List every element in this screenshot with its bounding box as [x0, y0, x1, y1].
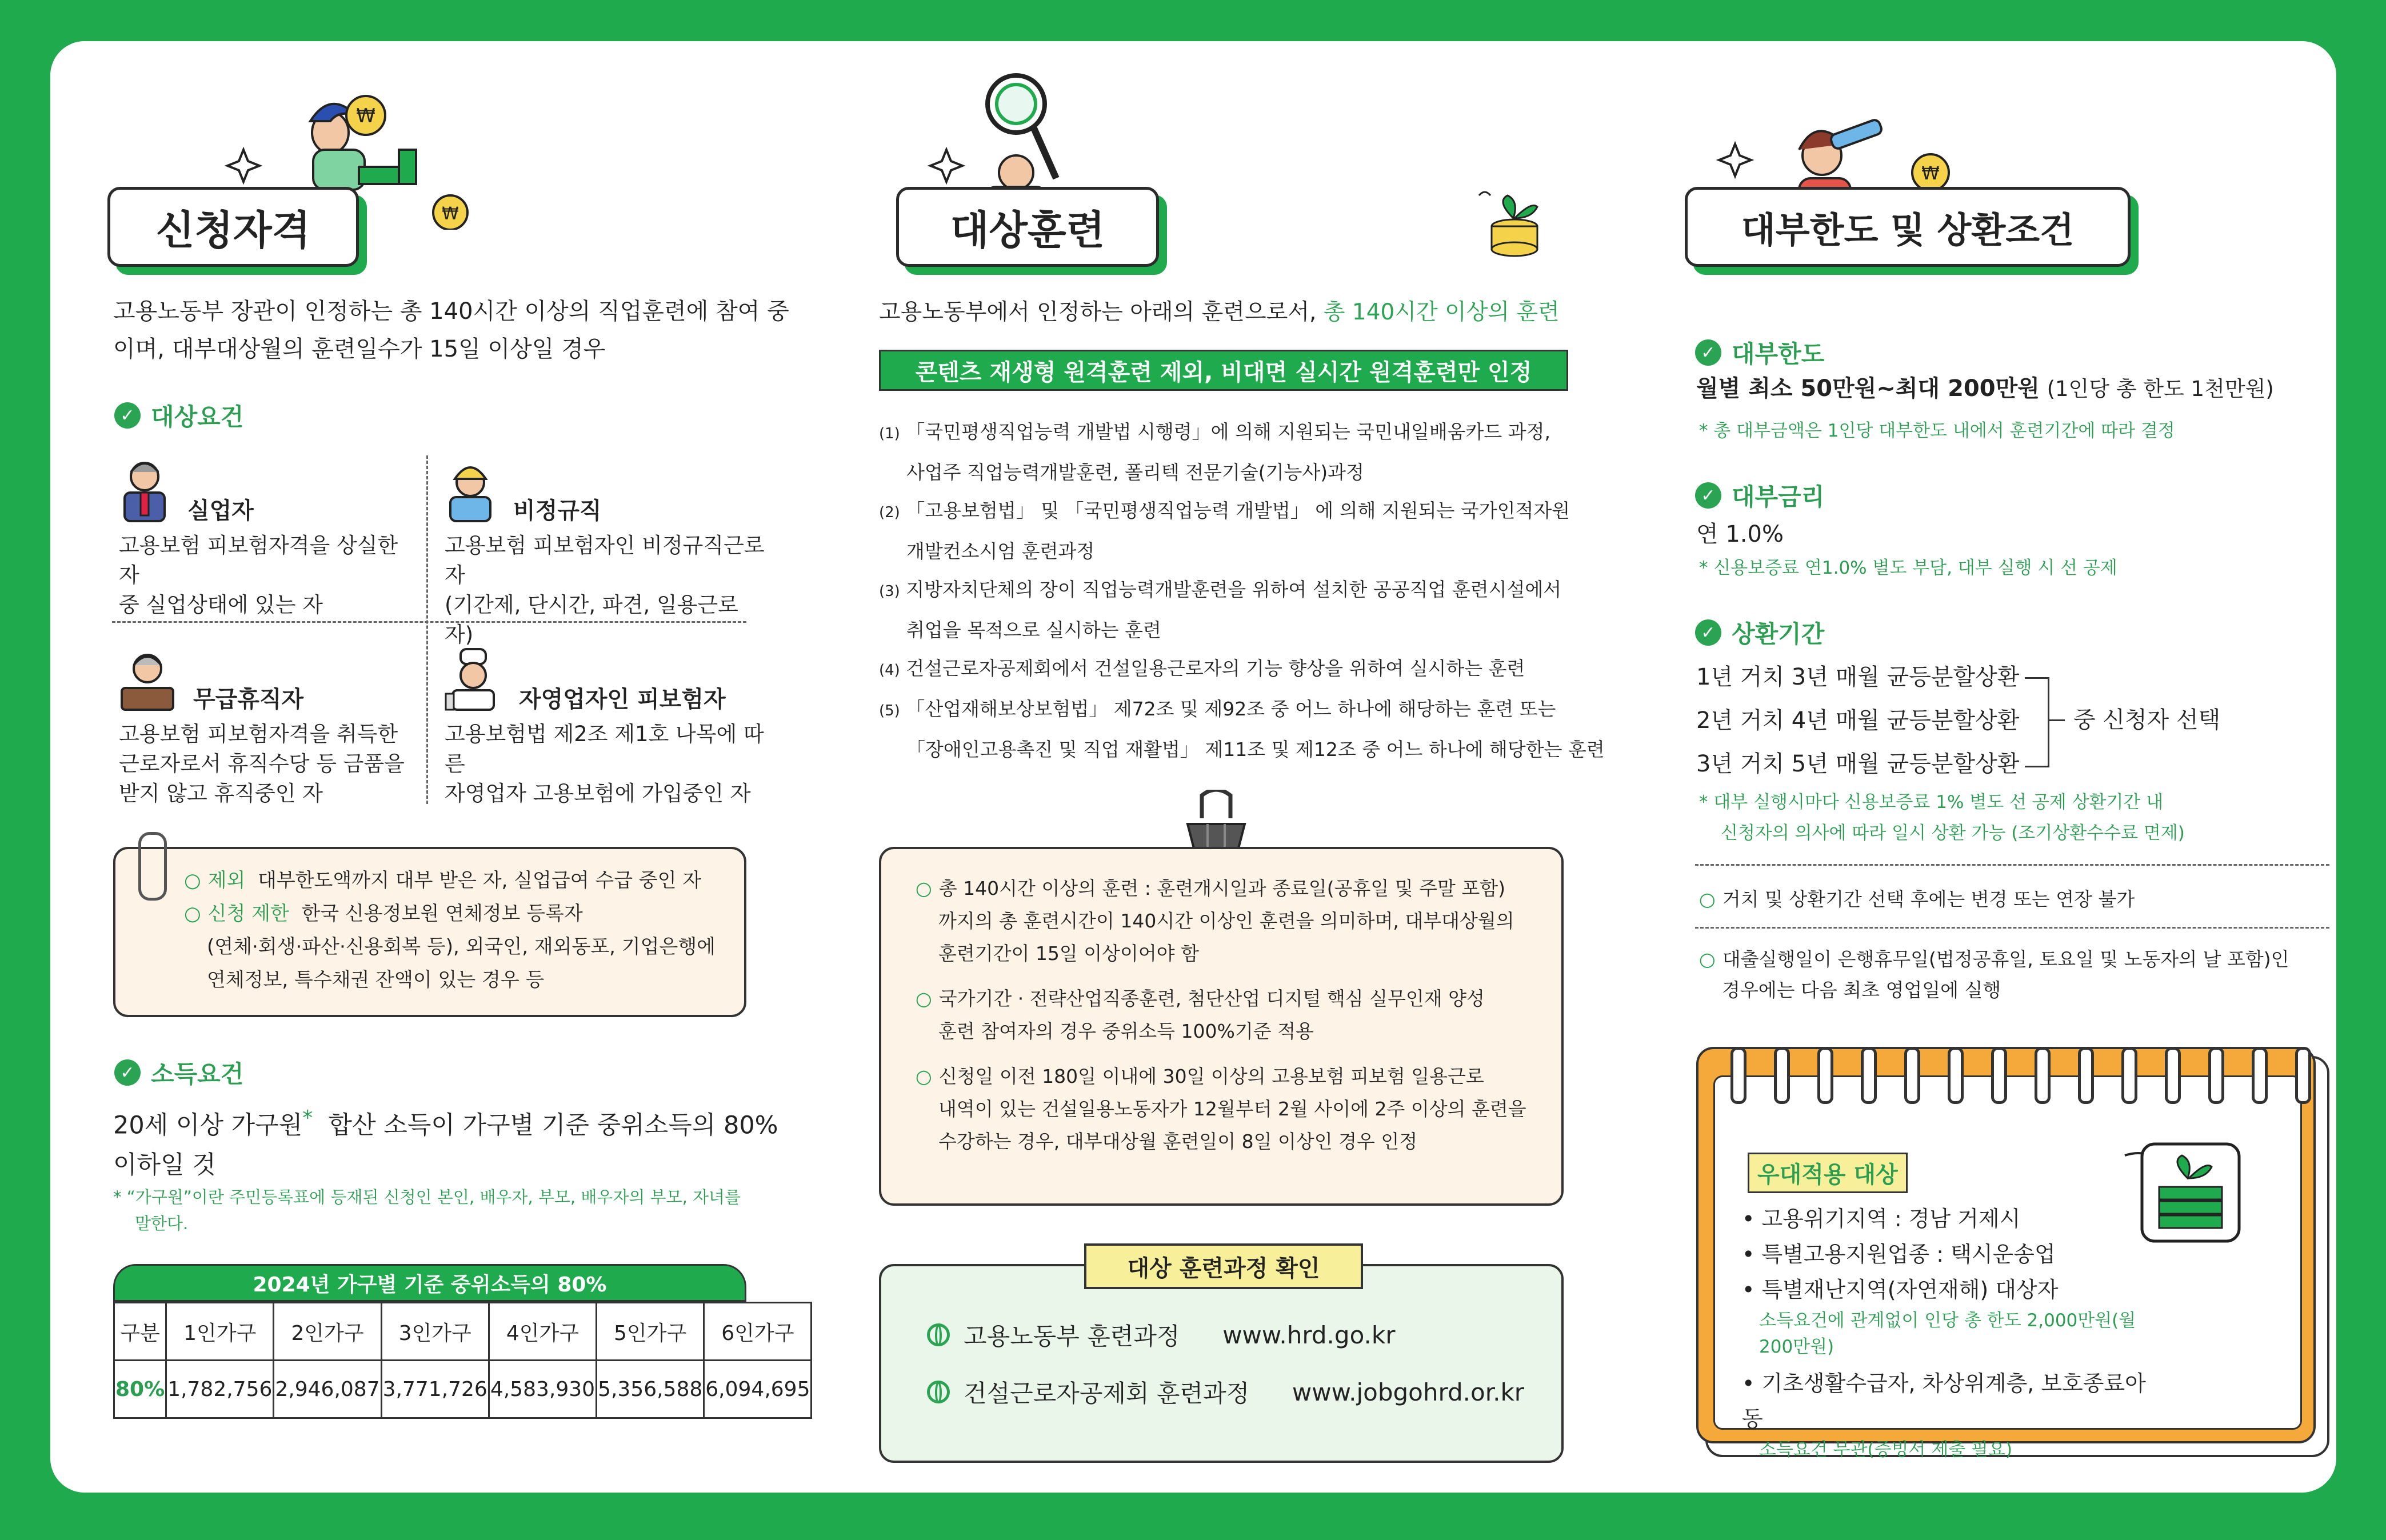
- ring-icon: [1948, 1047, 1964, 1104]
- list-item: • 특별재난지역(자연재해) 대상자: [1742, 1277, 2059, 1302]
- svg-text:₩: ₩: [356, 105, 375, 127]
- repayment-info-1: ○ 거치 및 상환기간 선택 후에는 변경 또는 연장 불가: [1699, 888, 2135, 910]
- section-title-eligibility: 신청자격: [107, 187, 359, 267]
- training-list: (1) 「국민평생직업능력 개발법 시행령」에 의해 지원되는 국민내일배움카드 과정, 사업주 직업능력개발훈련, 폴리텍 전문기술(기능사)과정 (2) 「고용보험법」 및 「국민평생직업능력 개발법」 에 의해 지원되는 국가인적자원 개발컨소시엄 훈련과정 (3) 지방자치단체의 장이 직업능력개발훈련을 위하여 설치한 공공직업 훈련시설에서 취업을 목적으로 실시하는 훈련 (4) 건설근로자공제회에서 건설일용근로자의 기능 향상을 위하여 실시하는 훈련 (5) 「산업재해보상보험법」 제72조 및 제92조 중 어느 하나에 해당하는 훈련 또는 「장애인고용촉진 및 직업 재활법」 제11조 및 제12조 중 어느 하나에 해당한는 훈련: [879, 413, 1622, 769]
- eligibility-intro: 고용노동부 장관이 인정하는 총 140시간 이상의 직업훈련에 참여 중 이며, 대부대상월의 훈련일수가 15일 이상일 경우: [113, 298, 789, 362]
- list-item: ○ 신청일 이전 180일 이내에 30일 이상의 고용보험 피보험 일용근로: [916, 1065, 1484, 1087]
- group-nonregular: 비정규직 고용보험 피보험자인 비정규직근로자 (기간제, 단시간, 파견, 일용근로자): [445, 458, 765, 650]
- ring-icon: [2121, 1047, 2137, 1104]
- list-item: ○ 국가기간 · 전략산업직종훈련, 첨단산업 디지털 핵심 실무인재 양성: [916, 987, 1485, 1010]
- income-requirements-heading: ✓ 소득요건: [114, 1055, 243, 1090]
- group-unpaid-leave: 무급휴직자 고용보험 피보험자격을 취득한 근로자로서 휴직수당 등 금품을 받지 않고 휴직중인 자: [119, 647, 416, 809]
- group-unemployed: 실업자 고용보험 피보험자격을 상실한 자 중 실업상태에 있는 자: [119, 458, 416, 620]
- list-item: (5) 「산업재해보상보험법」 제72조 및 제92조 중 어느 하나에 해당하는 훈련 또는: [879, 698, 1556, 720]
- unemployed-person-icon: [119, 459, 170, 525]
- loan-rate-note: * 신용보증료 연1.0% 별도 부담, 대부 실행 시 선 공제: [1699, 558, 2117, 578]
- repayment-info-2: ○ 대출실행일이 은행휴무일(법정공휴일, 토요일 및 노동자의 날 포함)인 경우에는 다음 최초 영업일에 실행: [1699, 948, 2289, 1001]
- chef-icon: [445, 648, 502, 713]
- ring-icon: [2078, 1047, 2094, 1104]
- check-icon: ✓: [1695, 339, 1721, 366]
- list-item: 2년 거치 4년 매월 균등분할상환: [1696, 707, 2020, 734]
- ring-icon: [1904, 1047, 1920, 1104]
- paperclip-icon: [138, 832, 167, 901]
- ring-icon: [2035, 1047, 2051, 1104]
- exclusion-box: ○ 제외 대부한도액까지 대부 받은 자, 실업급여 수급 중인 자 ○ 신청 제한 한국 신용정보원 연체정보 등록자 (연체·회생·파산·신용회복 등), 외국인, 재외동포, 기업은행에 연체정보, 특수채권 잔액이 있는 경우 등: [113, 847, 746, 1017]
- globe-icon: [927, 1381, 950, 1403]
- list-item: 1년 거치 3년 매월 균등분할상환: [1696, 664, 2020, 690]
- list-item: ○ 총 140시간 이상의 훈련 : 훈련개시일과 종료일(공휴일 및 주말 포함): [916, 877, 1506, 899]
- list-item: (3) 지방자치단체의 장이 직업능력개발훈련을 위하여 설치한 공공직업 훈련시설에서: [879, 578, 1562, 601]
- globe-icon: [927, 1323, 950, 1346]
- list-item: • 특별고용지원업종 : 택시운송업: [1742, 1242, 2056, 1267]
- ring-icon: [1817, 1047, 1833, 1104]
- ring-icon: [2208, 1047, 2224, 1104]
- check-course-label: 대상 훈련과정 확인: [1084, 1243, 1363, 1289]
- group-self-employed: 자영업자인 피보험자 고용보험법 제2조 제1호 나목에 따른 자영업자 고용보험에 가입중인 자: [445, 647, 765, 809]
- divider: [1695, 864, 2329, 866]
- loan-limit-note: * 총 대부금액은 1인당 대부한도 내에서 훈련기간에 따라 결정: [1699, 421, 2175, 441]
- check-icon: ✓: [1695, 482, 1721, 509]
- table-row: 80% 1,782,756 2,946,087 3,771,726 4,583,930 5,356,588 6,094,695: [114, 1361, 812, 1418]
- list-item: • 기초생활수급자, 차상위계층, 보호종료아동: [1742, 1371, 2146, 1431]
- ring-icon: [2295, 1047, 2311, 1104]
- ring-icon: [1861, 1047, 1877, 1104]
- link-jobgohrd[interactable]: 건설근로자공제회 훈련과정 www.jobgohrd.or.kr: [927, 1375, 1524, 1409]
- list-item: 3년 거치 5년 매월 균등분할상환: [1696, 751, 2020, 777]
- ring-icon: [1774, 1047, 1790, 1104]
- training-notes-box: ○ 총 140시간 이상의 훈련 : 훈련개시일과 종료일(공휴일 및 주말 포함) 까지의 총 훈련시간이 140시간 이상인 훈련을 의미하며, 대부대상월의 훈련기간이 15일 이상이어야 함 ○ 국가기간 · 전략산업직종훈련, 첨단산업 디지털 핵심 실무인재 양성 훈련 참여자의 경우 중위소득 100%기준 적용 ○ 신청일 이전 180일 이내에 30일 이상의 고용보험 피보험 일용근로 내역이 있는 건설일용노동자가 12월부터 2월 사이에 2주 이상의 훈련을 수강하는 경우, 대부대상월 훈련일이 8일 이상인 경우 인정: [879, 847, 1564, 1206]
- table-title: 2024년 가구별 기준 중위소득의 80%: [113, 1264, 746, 1302]
- link-hrd[interactable]: 고용노동부 훈련과정 www.hrd.go.kr: [927, 1318, 1524, 1352]
- table-header-row: 구분 1인가구 2인가구 3인가구 4인가구 5인가구 6인가구: [114, 1303, 812, 1361]
- ring-icon: [2165, 1047, 2181, 1104]
- list-item: (1) 「국민평생직업능력 개발법 시행령」에 의해 지원되는 국민내일배움카드 과정,: [879, 421, 1550, 443]
- repayment-choice: 중 신청자 선택: [2073, 707, 2221, 733]
- ring-icon: [2252, 1047, 2268, 1104]
- ring-icon: [1730, 1047, 1746, 1104]
- ring-icon: [1991, 1047, 2007, 1104]
- training-links-box: [879, 1255, 1564, 1463]
- loan-limit-heading: ✓ 대부한도: [1695, 335, 1824, 370]
- list-item: • 고용위기지역 : 경남 거제시: [1742, 1206, 2021, 1231]
- median-income-table: [113, 1264, 812, 1419]
- section-title-loan-limit-repayment: 대부한도 및 상환조건: [1685, 187, 2131, 267]
- training-banner: 콘텐츠 재생형 원격훈련 제외, 비대면 실시간 원격훈련만 인정: [879, 350, 1568, 391]
- divider: [426, 455, 428, 804]
- loan-rate-heading: ✓ 대부금리: [1695, 478, 1824, 513]
- check-icon: ✓: [1695, 619, 1721, 646]
- notebook-rings: [1730, 1047, 2311, 1104]
- loan-rate-text: 연 1.0%: [1696, 521, 1784, 547]
- svg-text:₩: ₩: [442, 204, 459, 224]
- repayment-bracket: [2025, 677, 2049, 767]
- brochure-sheet: [50, 41, 2336, 1493]
- repayment-period-heading: ✓ 상환기간: [1695, 615, 1824, 650]
- training-intro: 고용노동부에서 인정하는 아래의 훈련으로서, 총 140시간 이상의 훈련: [879, 299, 1560, 325]
- repayment-note: * 대부 실행시마다 신용보증료 1% 별도 선 공제 상환기간 내 신청자의 의사에 따라 일시 상환 가능 (조기상환수수료 면제): [1699, 792, 2185, 843]
- repayment-options: [1696, 655, 2019, 786]
- check-icon: ✓: [114, 402, 141, 429]
- income-requirement-text: 20세 이상 가구원* 합산 소득이 가구별 기준 중위소득의 80% 이하일 것: [113, 1106, 778, 1180]
- illustration-magnifier-person: [919, 64, 1102, 207]
- check-icon: ✓: [114, 1059, 141, 1086]
- elderly-person-icon: [119, 648, 176, 713]
- loan-limit-text: 월별 최소 50만원~최대 200만원 (1인당 총 한도 1천만원): [1696, 375, 2274, 402]
- preferential-label: 우대적용 대상: [1748, 1153, 1908, 1193]
- plant-coin-icon: [1473, 178, 1559, 258]
- divider: [1695, 927, 2329, 929]
- list-item: (2) 「고용보험법」 및 「국민평생직업능력 개발법」 에 의해 지원되는 국가인적자원: [879, 499, 1570, 522]
- svg-text:₩: ₩: [1921, 162, 1940, 184]
- target-requirements-heading: ✓ 대상요건: [114, 398, 243, 433]
- worker-helmet-icon: [445, 459, 496, 525]
- section-title-target-training: 대상훈련: [896, 187, 1159, 267]
- income-footnote: * “가구원”이란 주민등록표에 등재된 신청인 본인, 배우자, 부모, 배우자의 부모, 자녀를 말한다.: [113, 1187, 741, 1233]
- preferential-notebook: 우대적용 대상 • 고용위기지역 : 경남 거제시 • 특별고용지원업종 : 택시운송업 • 특별재난지역(자연재해) 대상자 소득요건에 관계없이 인당 총 한도 2,000만원(월 200만원) • 기초생활수급자, 차상위계층, 보호종료아동 소득요건 무관(증빙서 제출 필요): [1696, 1047, 2325, 1453]
- table: [113, 1302, 812, 1419]
- repayment-bracket-tick: [2048, 719, 2065, 721]
- list-item: (4) 건설근로자공제회에서 건설일용근로자의 기능 향상을 위하여 실시하는 훈련: [879, 657, 1525, 679]
